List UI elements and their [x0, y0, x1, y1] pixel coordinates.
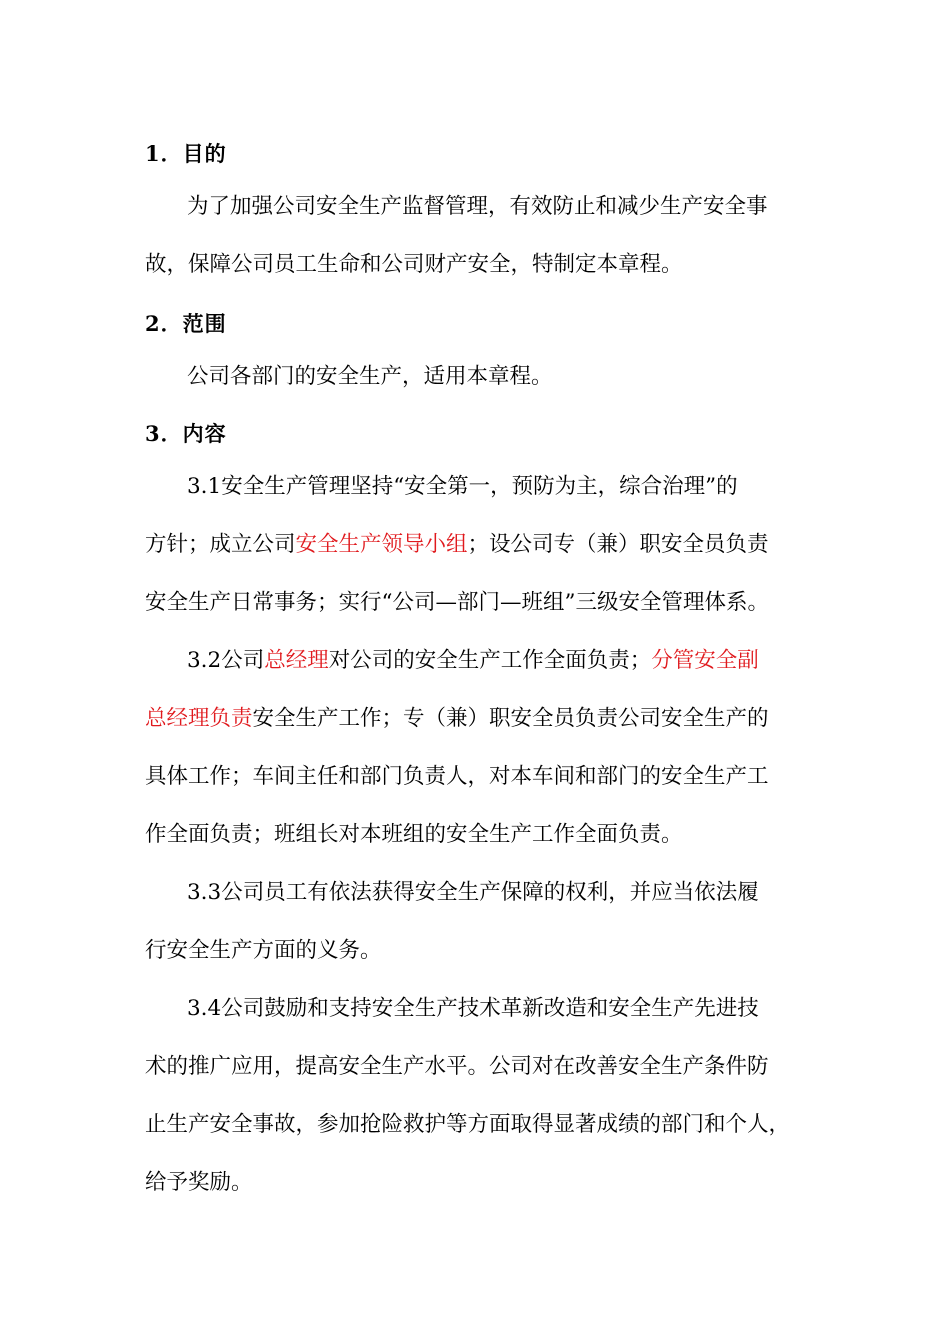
general-manager-highlight: 总经理: [264, 648, 329, 673]
clause-3-2-line-4: 作全面负责；班组长对本班组的安全生产工作全面负责。: [145, 822, 683, 847]
clause-3-2-line-1: [187, 646, 759, 676]
clause-3-4-line-1: 3.4公司鼓励和支持安全生产技术革新改造和安全生产先进技: [187, 996, 759, 1021]
clause-3-3-line-1: 3.3公司员工有依法获得安全生产保障的权利，并应当依法履: [187, 880, 759, 905]
section-2-paragraph-line-1: 公司各部门的安全生产，适用本章程。: [187, 364, 553, 389]
deputy-manager-highlight-part-2: 总经理负责: [145, 706, 253, 731]
clause-3-2-line-3: 具体工作；车间主任和部门负责人，对本车间和部门的安全生产工: [145, 764, 769, 789]
clause-3-1-line-2: [145, 530, 769, 560]
clause-3-1-line-2-text-a: 方针；成立公司: [145, 532, 296, 557]
clause-3-3-line-2: 行安全生产方面的义务。: [145, 938, 382, 963]
clause-3-4-line-3: 止生产安全事故，参加抢险救护等方面取得显著成绩的部门和个人，: [145, 1112, 791, 1137]
clause-3-2-line-2: [145, 704, 769, 734]
section-2-heading: 2．范围: [145, 311, 227, 336]
clause-3-1-line-2-text-b: ；设公司专（兼）职安全员负责: [467, 532, 769, 557]
clause-3-4-line-4: 给予奖励。: [145, 1170, 253, 1195]
clause-3-4-line-2: 术的推广应用，提高安全生产水平。公司对在改善安全生产条件防: [145, 1054, 769, 1079]
leadership-group-highlight: 安全生产领导小组: [295, 532, 468, 557]
clause-3-2-line-1-text-a: 3.2公司: [187, 648, 265, 673]
clause-3-1-line-1: 3.1安全生产管理坚持“安全第一，预防为主，综合治理”的: [187, 474, 738, 499]
section-1-heading: 1．目的: [145, 141, 227, 166]
deputy-manager-highlight-part-1: 分管安全副: [651, 648, 759, 673]
section-1-paragraph-line-1: 为了加强公司安全生产监督管理，有效防止和减少生产安全事: [187, 194, 768, 219]
section-1-paragraph-line-2: 故，保障公司员工生命和公司财产安全，特制定本章程。: [145, 252, 683, 277]
clause-3-2-line-2-text-b: 安全生产工作；专（兼）职安全员负责公司安全生产的: [252, 706, 769, 731]
section-3-heading: 3．内容: [145, 421, 227, 446]
clause-3-2-line-1-text-b: 对公司的安全生产工作全面负责；: [328, 648, 652, 673]
clause-3-1-line-3: 安全生产日常事务；实行“公司—部门—班组”三级安全管理体系。: [145, 590, 769, 615]
